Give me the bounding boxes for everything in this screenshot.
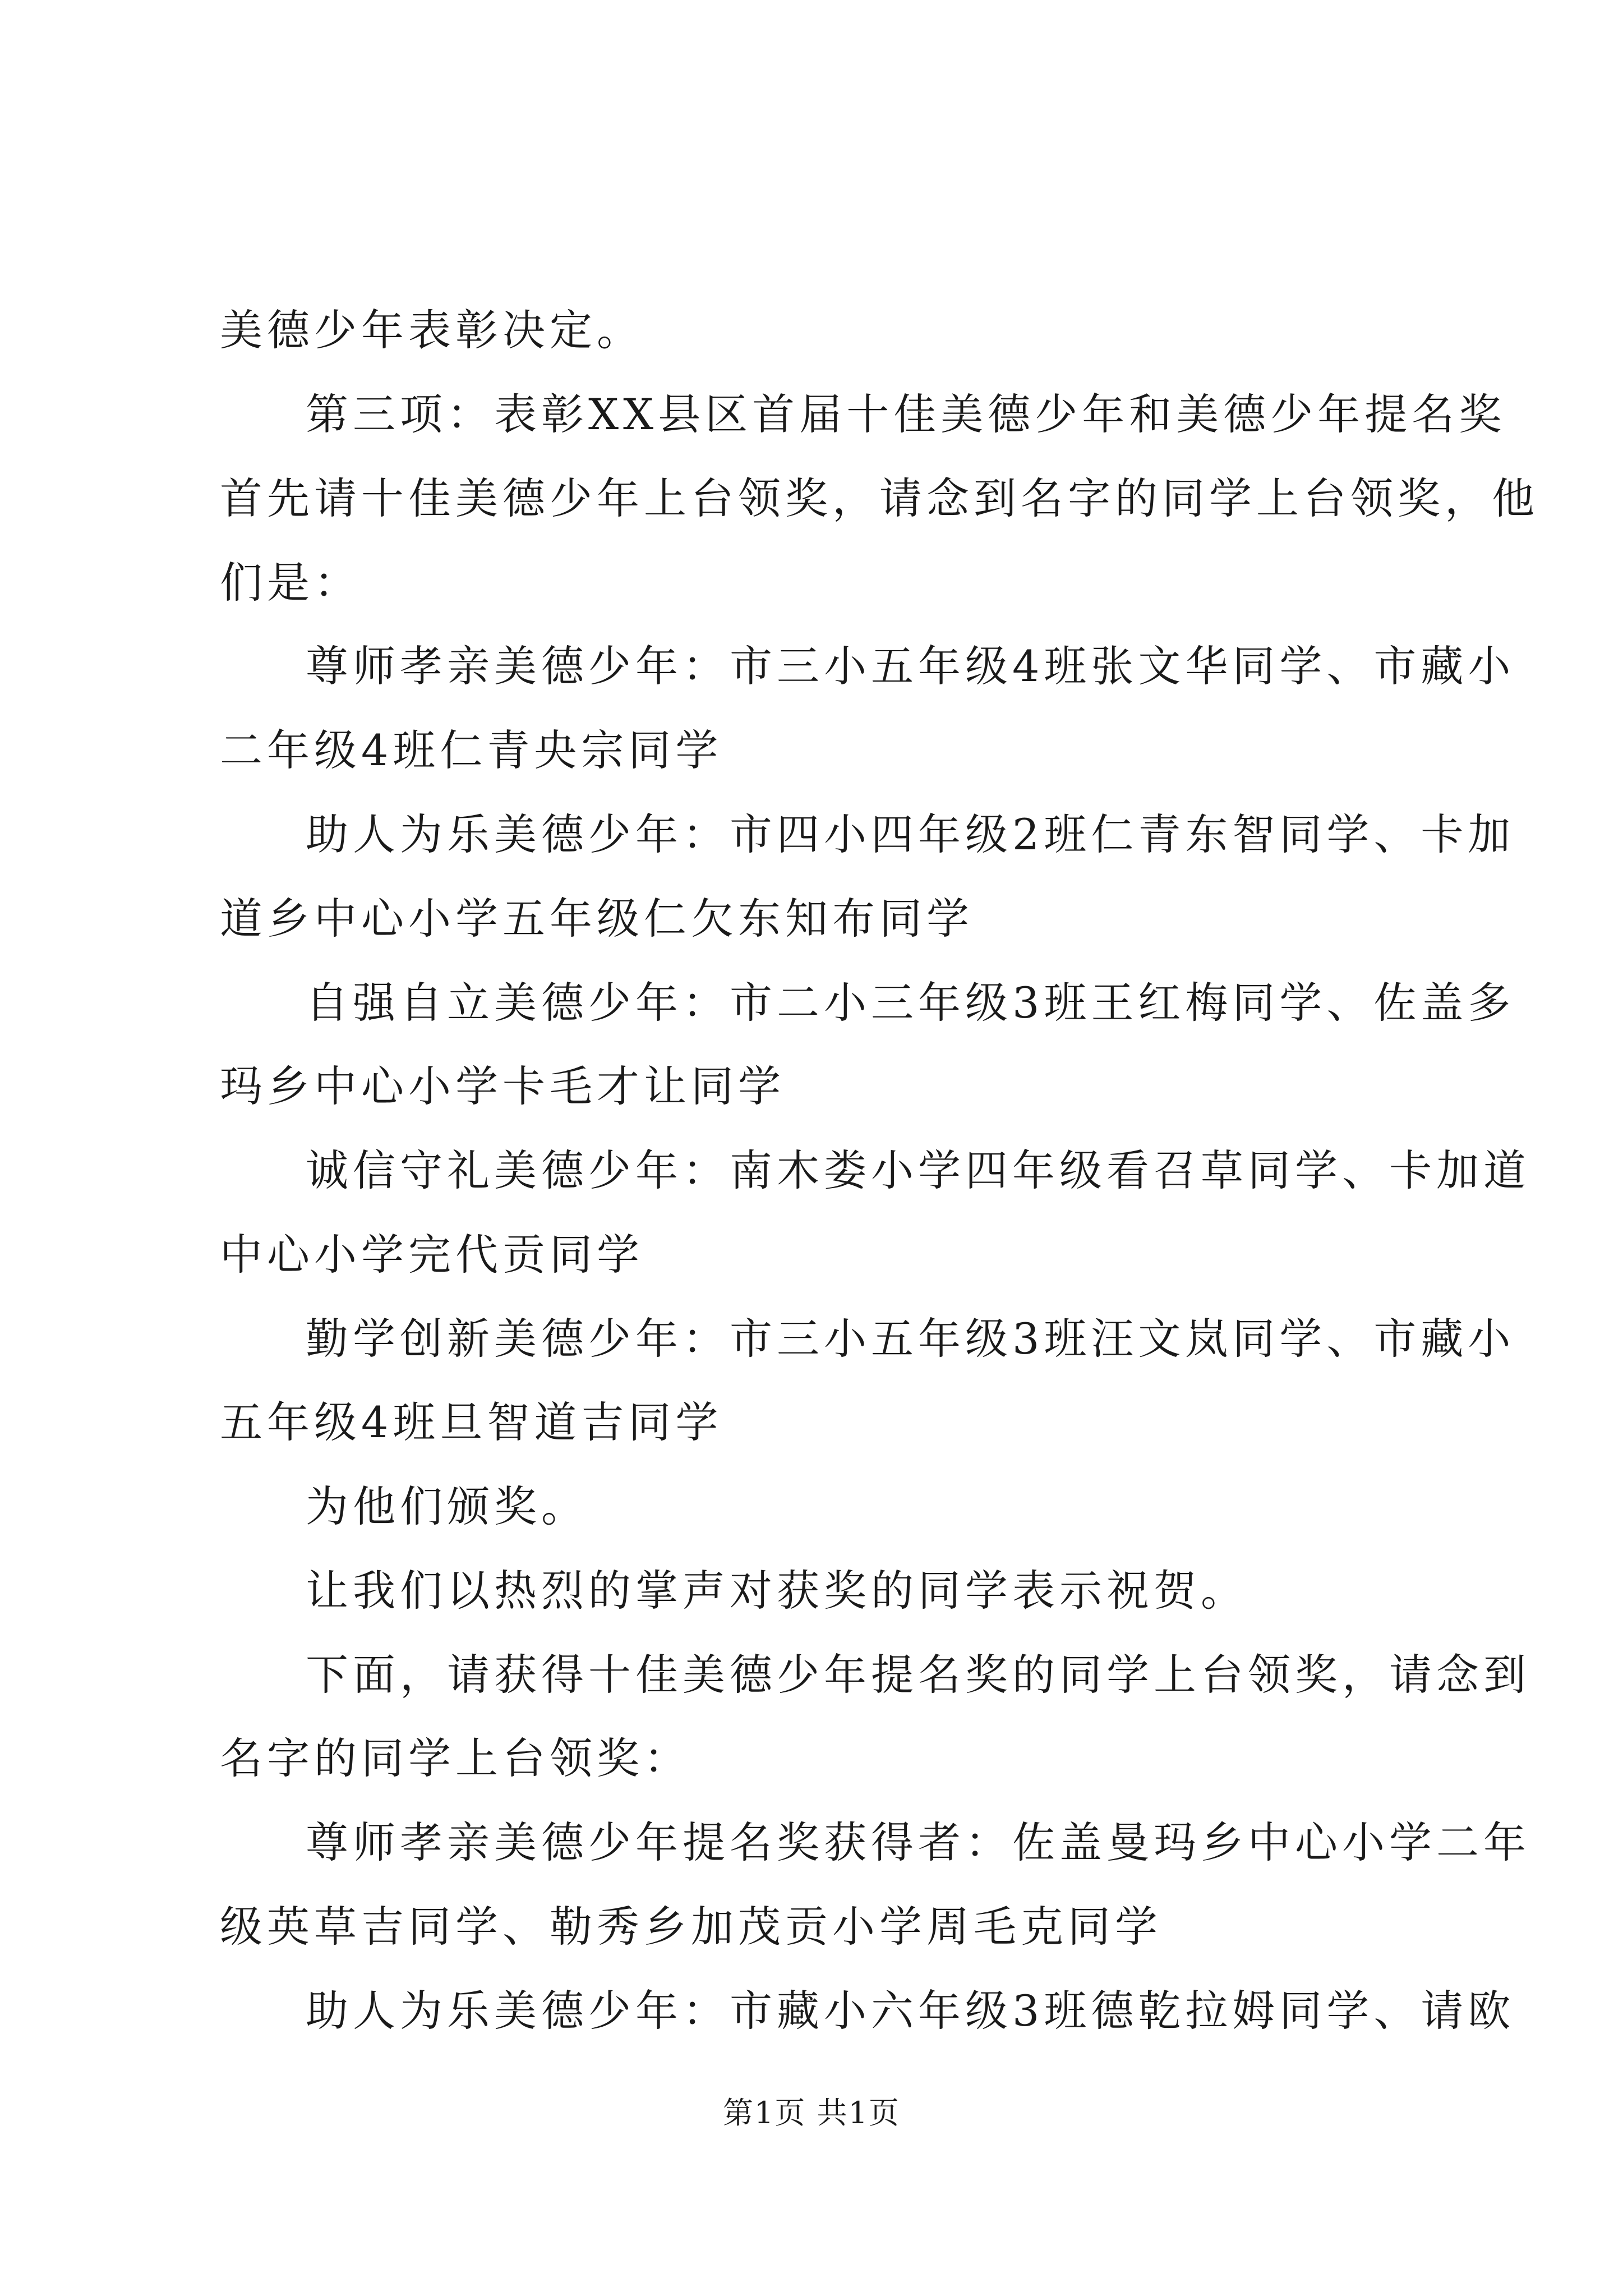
text-line: 级英草吉同学、勒秀乡加茂贡小学周毛克同学 [220,1902,1162,1952]
page-number-footer: 第1页 共1页 [723,2095,900,2131]
text-line: 中心小学完代贡同学 [220,1230,644,1280]
text-line: 玛乡中心小学卡毛才让同学 [220,1061,785,1111]
text-line: 为他们颁奖。 [306,1481,588,1531]
text-line: 下面，请获得十佳美德少年提名奖的同学上台领奖，请念到 [306,1650,1530,1700]
text-line: 五年级4班旦智道吉同学 [220,1397,723,1447]
text-line: 名字的同学上台领奖： [220,1733,691,1783]
text-line: 道乡中心小学五年级仁欠东知布同学 [220,894,974,944]
text-line: 让我们以热烈的掌声对获奖的同学表示祝贺。 [306,1566,1248,1616]
text-line: 助人为乐美德少年：市四小四年级2班仁青东智同学、卡加 [306,809,1515,859]
text-line: 们是： [220,558,361,608]
text-line: 二年级4班仁青央宗同学 [220,725,723,775]
text-line: 首先请十佳美德少年上台领奖，请念到名字的同学上台领奖，他 [220,473,1539,523]
text-line: 第三项：表彰XX县区首届十佳美德少年和美德少年提名奖 [306,389,1506,439]
text-line: 勤学创新美德少年：市三小五年级3班汪文岚同学、市藏小 [306,1314,1515,1364]
text-line: 诚信守礼美德少年：南木娄小学四年级看召草同学、卡加道 [306,1145,1530,1195]
text-line: 助人为乐美德少年：市藏小六年级3班德乾拉姆同学、请欧 [306,1986,1515,2036]
text-line: 美德少年表彰决定。 [220,305,644,355]
text-line: 尊师孝亲美德少年：市三小五年级4班张文华同学、市藏小 [306,641,1515,691]
text-line: 尊师孝亲美德少年提名奖获得者：佐盖曼玛乡中心小学二年 [306,1818,1530,1867]
text-line: 自强自立美德少年：市二小三年级3班王红梅同学、佐盖多 [306,978,1515,1028]
